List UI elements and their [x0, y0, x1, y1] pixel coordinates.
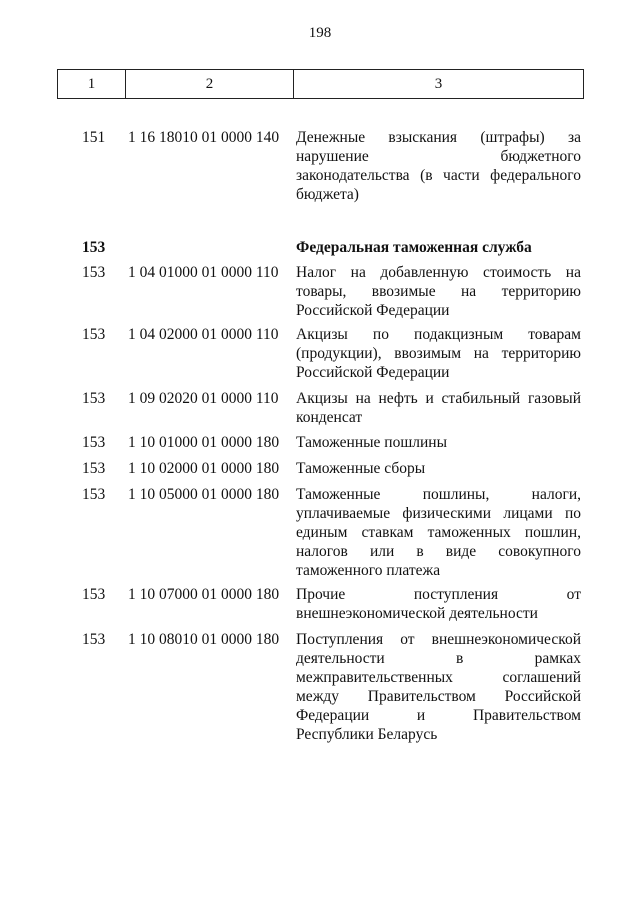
description-line: законодательства (в части федерального — [296, 167, 581, 184]
budget-classification-code: 1 10 01000 01 0000 180 — [128, 434, 280, 451]
description-line: бюджета) — [296, 186, 359, 203]
description-line: Поступления от внешнеэкономической — [296, 631, 581, 648]
column-header-2: 2 — [126, 70, 294, 99]
admin-code: 153 — [82, 586, 106, 603]
description-line: Акцизы на нефть и стабильный газовый — [296, 390, 581, 407]
description — [296, 263, 581, 320]
description-line: внешнеэкономической деятельности — [296, 605, 538, 622]
description — [296, 128, 581, 204]
description-line: деятельности в рамках — [296, 650, 581, 667]
description — [296, 585, 581, 623]
description — [296, 485, 581, 580]
description — [296, 389, 581, 427]
column-header-1: 1 — [58, 70, 126, 99]
description-line: товары, ввозимые на территорию — [296, 283, 581, 300]
description-line: (продукции), ввозимым на территорию — [296, 345, 581, 362]
page-number: 198 — [308, 25, 332, 41]
budget-classification-code: 1 16 18010 01 0000 140 — [128, 129, 280, 146]
description — [296, 433, 581, 452]
admin-code: 153 — [82, 326, 106, 343]
budget-classification-code: 1 04 02000 01 0000 110 — [128, 326, 279, 343]
column-header-3: 3 — [294, 70, 584, 99]
budget-classification-code: 1 10 08010 01 0000 180 — [128, 631, 280, 648]
description-line: между Правительством Российской — [296, 688, 581, 705]
admin-code: 151 — [82, 129, 106, 146]
budget-classification-code: 1 10 05000 01 0000 180 — [128, 486, 280, 503]
description-line: Акцизы по подакцизным товарам — [296, 326, 581, 343]
description-line: Федерации и Правительством — [296, 707, 581, 724]
description-line: Таможенные сборы — [296, 460, 426, 477]
description — [296, 630, 581, 744]
description-line: Таможенные пошлины, налоги, — [296, 486, 581, 503]
description-line: Денежные взыскания (штрафы) за — [296, 129, 581, 146]
admin-code: 153 — [82, 631, 106, 648]
description-line: таможенного платежа — [296, 562, 441, 579]
admin-code: 153 — [82, 486, 106, 503]
admin-code: 153 — [82, 390, 106, 407]
budget-classification-code: 1 09 02020 01 0000 110 — [128, 390, 279, 407]
description-line: Федеральная таможенная служба — [296, 239, 532, 256]
description-line: Республики Беларусь — [296, 726, 438, 743]
description — [296, 325, 581, 382]
admin-code: 153 — [82, 434, 106, 451]
description-line: Российской Федерации — [296, 302, 450, 319]
description-line: налогов или в виде совокупного — [296, 543, 581, 560]
budget-classification-code: 1 10 07000 01 0000 180 — [128, 586, 280, 603]
description-line: Таможенные пошлины — [296, 434, 447, 451]
description-line: Прочие поступления от — [296, 586, 581, 603]
description-line: единым ставкам таможенных пошлин, — [296, 524, 581, 541]
section-title — [296, 238, 581, 257]
description-line: Российской Федерации — [296, 364, 450, 381]
description-line: нарушение бюджетного — [296, 148, 581, 165]
description — [296, 459, 581, 478]
description-line: конденсат — [296, 409, 363, 426]
description-line: уплачиваемые физическими лицами по — [296, 505, 581, 522]
description-line: межправительственных соглашений — [296, 669, 581, 686]
admin-code: 153 — [82, 460, 106, 477]
budget-classification-code: 1 10 02000 01 0000 180 — [128, 460, 280, 477]
admin-code: 153 — [82, 239, 106, 256]
budget-classification-code: 1 04 01000 01 0000 110 — [128, 264, 279, 281]
admin-code: 153 — [82, 264, 106, 281]
description-line: Налог на добавленную стоимость на — [296, 264, 581, 281]
